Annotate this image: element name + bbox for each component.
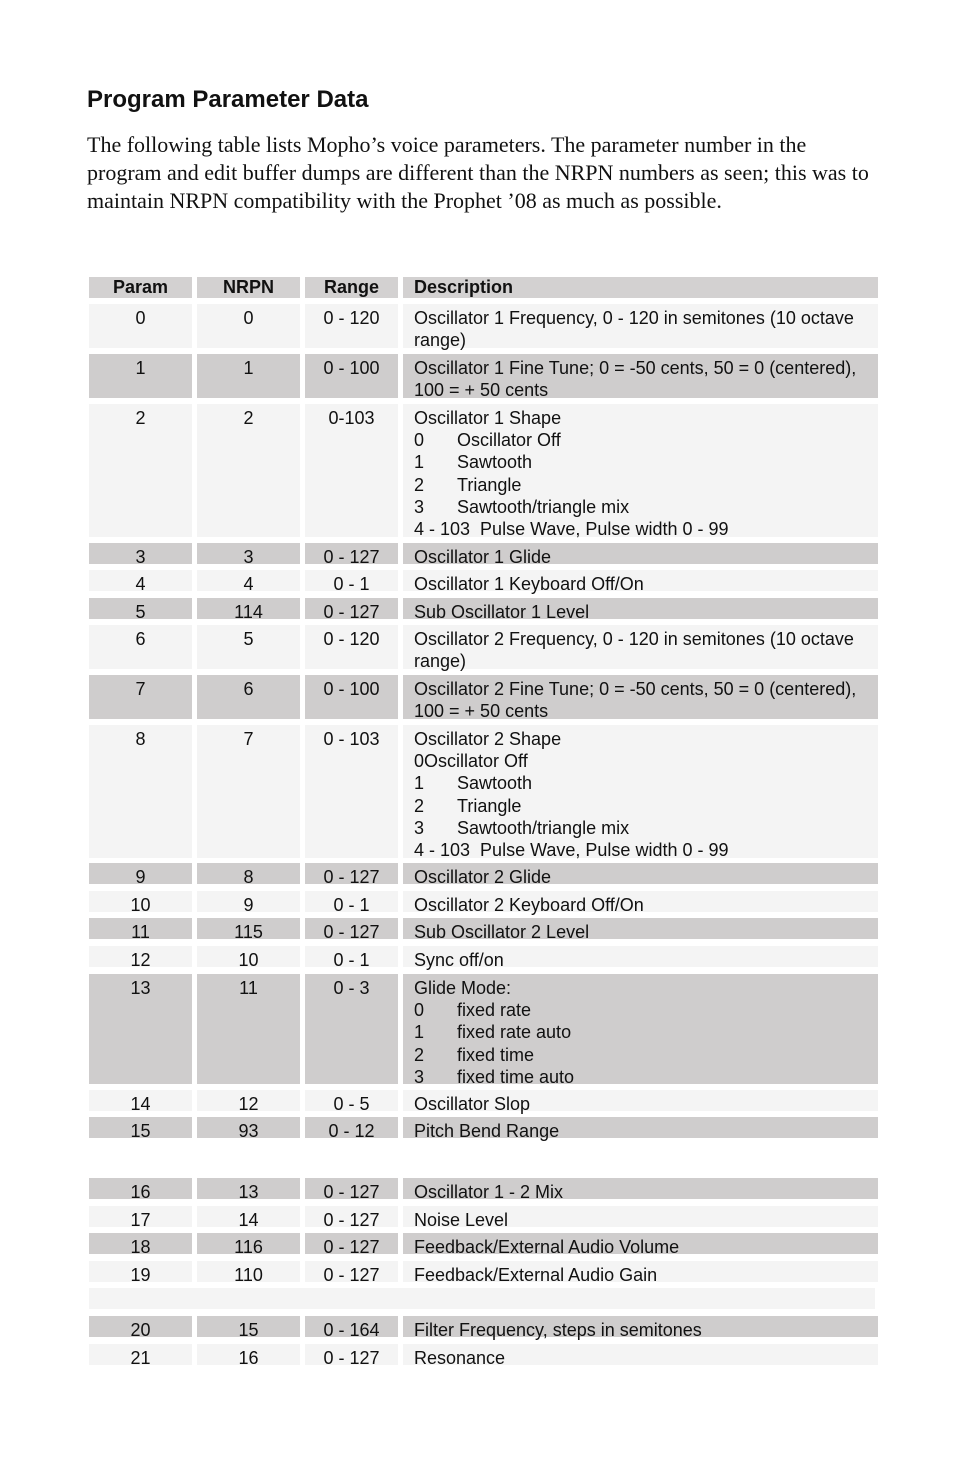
range-cell xyxy=(305,598,398,622)
nrpn-cell xyxy=(197,598,300,622)
description xyxy=(414,921,874,943)
description xyxy=(414,573,874,595)
description-text: Oscillator 1 Glide xyxy=(414,547,552,567)
description-cell xyxy=(403,675,878,722)
range-cell xyxy=(305,918,398,942)
option-code: 1 xyxy=(414,452,425,473)
option-text: Triangle xyxy=(457,474,522,495)
range-cell xyxy=(305,946,398,970)
nrpn-value: 7 xyxy=(243,729,254,749)
description-cell xyxy=(403,1090,878,1114)
header-range-cell xyxy=(305,277,398,298)
option-item xyxy=(414,795,874,817)
range-value: 0 - 120 xyxy=(323,629,380,649)
description-cell xyxy=(403,543,878,567)
param-cell xyxy=(89,1316,192,1340)
header-param: Param xyxy=(112,277,169,297)
param-cell xyxy=(89,304,192,348)
param-cell xyxy=(89,543,192,567)
option-code: 1 xyxy=(414,1022,425,1043)
param-value: 17 xyxy=(130,1210,151,1230)
range-value: 0 - 127 xyxy=(323,867,380,887)
nrpn-cell xyxy=(197,404,300,537)
description xyxy=(414,307,874,351)
option-code: 2 xyxy=(414,795,425,816)
table-row xyxy=(0,354,954,401)
range-value: 0 - 164 xyxy=(323,1320,380,1340)
description xyxy=(414,1120,874,1142)
nrpn-cell xyxy=(197,863,300,887)
nrpn-value: 6 xyxy=(243,679,254,699)
description-cell xyxy=(403,891,878,915)
description-text: Sub Oscillator 1 Level xyxy=(414,602,590,622)
range-cell xyxy=(305,543,398,567)
param-value: 11 xyxy=(131,922,150,942)
option-text: Sawtooth/triangle mix xyxy=(457,496,630,517)
range-value: 0-103 xyxy=(328,408,375,428)
param-value: 7 xyxy=(135,679,146,699)
range-value: 0 - 100 xyxy=(323,358,380,378)
table-row xyxy=(0,404,954,540)
nrpn-cell xyxy=(197,1206,300,1230)
param-cell xyxy=(89,891,192,915)
header-description-cell xyxy=(403,277,878,298)
description-text: Sync off/on xyxy=(414,950,504,970)
header-param-cell xyxy=(89,277,192,298)
param-cell xyxy=(89,1206,192,1230)
range-value: 0 - 127 xyxy=(323,1182,380,1202)
nrpn-cell xyxy=(197,1178,300,1202)
table-row xyxy=(0,625,954,672)
header-nrpn-cell xyxy=(197,277,300,298)
range-cell xyxy=(305,354,398,398)
option-text: Pulse Wave, Pulse width 0 - 99 xyxy=(480,519,729,540)
description xyxy=(414,1319,874,1341)
param-cell xyxy=(89,1261,192,1285)
description xyxy=(414,1181,874,1203)
table-row xyxy=(0,891,954,915)
table-row xyxy=(0,1206,954,1230)
nrpn-cell xyxy=(197,725,300,858)
table-row xyxy=(0,570,954,594)
range-cell xyxy=(305,1233,398,1257)
table-row xyxy=(0,918,954,942)
description-text: Oscillator 1 Fine Tune; 0 = -50 cents, 50 = 0 (centered), 100 = + 50 cents xyxy=(414,358,857,401)
description-text: Pitch Bend Range xyxy=(414,1121,560,1141)
description-cell xyxy=(403,1206,878,1230)
description-cell xyxy=(403,918,878,942)
param-cell xyxy=(89,625,192,669)
nrpn-cell xyxy=(197,1117,300,1141)
option-item xyxy=(414,518,874,540)
option-text: fixed rate auto xyxy=(457,1022,572,1043)
description-text: Glide Mode: xyxy=(414,978,512,998)
range-cell xyxy=(305,725,398,858)
nrpn-cell xyxy=(197,625,300,669)
nrpn-cell xyxy=(197,675,300,719)
description xyxy=(414,1236,874,1258)
table-row xyxy=(0,1233,954,1257)
param-value: 3 xyxy=(135,547,146,567)
description-cell xyxy=(403,570,878,594)
param-value: 12 xyxy=(130,950,151,970)
description-cell xyxy=(403,1261,878,1285)
range-value: 0 - 127 xyxy=(323,1237,380,1257)
param-value: 10 xyxy=(130,895,151,915)
param-value: 5 xyxy=(135,602,146,622)
range-cell xyxy=(305,863,398,887)
option-item xyxy=(414,451,874,473)
param-value: 9 xyxy=(135,867,146,887)
nrpn-value: 115 xyxy=(234,922,263,942)
description xyxy=(414,546,874,568)
description-cell xyxy=(403,304,878,351)
nrpn-cell xyxy=(197,891,300,915)
nrpn-value: 9 xyxy=(243,895,254,915)
range-value: 0 - 12 xyxy=(328,1121,375,1141)
option-text: Oscillator Off xyxy=(457,430,561,451)
param-cell xyxy=(89,1178,192,1202)
option-item xyxy=(414,999,874,1021)
option-item xyxy=(414,496,874,518)
param-value: 13 xyxy=(130,978,151,998)
param-value: 4 xyxy=(135,574,146,594)
table-row xyxy=(0,1117,954,1141)
option-item xyxy=(414,1021,874,1043)
nrpn-cell xyxy=(197,1233,300,1257)
range-cell xyxy=(305,675,398,719)
nrpn-value: 114 xyxy=(234,602,263,622)
description-text: Oscillator 2 Keyboard Off/On xyxy=(414,895,644,915)
nrpn-value: 5 xyxy=(243,629,254,649)
description xyxy=(414,866,874,888)
option-code: 0Oscillator Off xyxy=(414,751,528,772)
table-row xyxy=(0,675,954,722)
range-value: 0 - 127 xyxy=(323,1210,380,1230)
param-cell xyxy=(89,675,192,719)
description-cell xyxy=(403,354,878,401)
param-value: 6 xyxy=(135,629,146,649)
range-value: 0 - 103 xyxy=(323,729,380,749)
range-cell xyxy=(305,1117,398,1141)
option-item xyxy=(414,750,874,772)
description-cell xyxy=(403,863,878,887)
description xyxy=(414,678,874,722)
description-text: Feedback/External Audio Gain xyxy=(414,1265,658,1285)
nrpn-value: 0 xyxy=(243,308,254,328)
range-cell xyxy=(305,891,398,915)
description xyxy=(414,1347,874,1369)
range-cell xyxy=(305,1206,398,1230)
nrpn-value: 11 xyxy=(239,978,258,998)
table-spacer-row xyxy=(89,1288,875,1309)
param-value: 1 xyxy=(135,358,146,378)
option-code: 4 - 103 xyxy=(414,840,471,861)
option-text: fixed rate xyxy=(457,1000,532,1021)
description xyxy=(414,894,874,916)
description-text: Resonance xyxy=(414,1348,506,1368)
range-value: 0 - 1 xyxy=(333,895,370,915)
option-text: Sawtooth xyxy=(457,773,533,794)
param-value: 2 xyxy=(135,408,146,428)
range-cell xyxy=(305,1178,398,1202)
table-row xyxy=(0,725,954,861)
option-item xyxy=(414,474,874,496)
nrpn-value: 3 xyxy=(243,547,254,567)
description xyxy=(414,977,874,1088)
range-cell xyxy=(305,625,398,669)
option-code: 2 xyxy=(414,1044,425,1065)
description-text: Oscillator 2 Shape xyxy=(414,729,562,749)
description-text: Feedback/External Audio Volume xyxy=(414,1237,680,1257)
nrpn-value: 12 xyxy=(238,1094,259,1114)
range-value: 0 - 3 xyxy=(333,978,370,998)
param-cell xyxy=(89,1344,192,1368)
header-range: Range xyxy=(323,277,379,297)
page-title: Program Parameter Data xyxy=(87,86,369,113)
range-value: 0 - 127 xyxy=(323,602,380,622)
range-cell xyxy=(305,570,398,594)
description xyxy=(414,601,874,623)
nrpn-value: 14 xyxy=(238,1210,259,1230)
description-cell xyxy=(403,974,878,1087)
param-cell xyxy=(89,725,192,858)
nrpn-value: 4 xyxy=(243,574,254,594)
table-row xyxy=(0,1316,954,1340)
option-text: Sawtooth xyxy=(457,452,533,473)
nrpn-value: 1 xyxy=(243,358,254,378)
description xyxy=(414,357,874,401)
nrpn-cell xyxy=(197,354,300,398)
description xyxy=(414,1264,874,1286)
param-value: 18 xyxy=(130,1237,151,1257)
param-value: 20 xyxy=(130,1320,151,1340)
option-item xyxy=(414,839,874,861)
option-item xyxy=(414,772,874,794)
option-code: 1 xyxy=(414,773,425,794)
description-text: Oscillator 2 Glide xyxy=(414,867,552,887)
param-value: 15 xyxy=(130,1121,151,1141)
description-text: Oscillator 2 Frequency, 0 - 120 in semitones (10 octave range) xyxy=(414,629,854,672)
range-value: 0 - 127 xyxy=(323,1348,380,1368)
param-cell xyxy=(89,598,192,622)
param-cell xyxy=(89,1117,192,1141)
param-value: 0 xyxy=(135,308,146,328)
description-cell xyxy=(403,1233,878,1257)
description xyxy=(414,1209,874,1231)
description-text: Oscillator Slop xyxy=(414,1094,531,1114)
table-row xyxy=(0,543,954,567)
range-cell xyxy=(305,304,398,348)
nrpn-cell xyxy=(197,304,300,348)
range-value: 0 - 127 xyxy=(323,547,380,567)
range-cell xyxy=(305,1090,398,1114)
range-value: 0 - 1 xyxy=(333,950,370,970)
option-text: Pulse Wave, Pulse width 0 - 99 xyxy=(480,840,729,861)
nrpn-cell xyxy=(197,1344,300,1368)
param-value: 8 xyxy=(135,729,146,749)
option-text: Sawtooth/triangle mix xyxy=(457,817,630,838)
nrpn-value: 10 xyxy=(238,950,259,970)
table-row xyxy=(0,598,954,622)
description-text: Oscillator 1 Frequency, 0 - 120 in semitones (10 octave range) xyxy=(414,308,854,351)
nrpn-cell xyxy=(197,918,300,942)
description-cell xyxy=(403,1344,878,1368)
param-cell xyxy=(89,918,192,942)
description-cell xyxy=(403,625,878,672)
table-row xyxy=(0,1344,954,1368)
option-code: 3 xyxy=(414,496,425,517)
range-value: 0 - 127 xyxy=(323,922,380,942)
table-row xyxy=(0,304,954,351)
range-value: 0 - 1 xyxy=(333,574,370,594)
nrpn-cell xyxy=(197,1261,300,1285)
description-text: Oscillator 1 Keyboard Off/On xyxy=(414,574,644,594)
param-cell xyxy=(89,974,192,1084)
param-cell xyxy=(89,1090,192,1114)
param-value: 19 xyxy=(130,1265,151,1285)
option-item xyxy=(414,817,874,839)
option-item xyxy=(414,1044,874,1066)
option-text: fixed time xyxy=(457,1044,535,1065)
param-cell xyxy=(89,404,192,537)
option-item xyxy=(414,1066,874,1088)
nrpn-value: 93 xyxy=(238,1121,259,1141)
option-code: 0 xyxy=(414,430,425,451)
option-code: 4 - 103 xyxy=(414,519,471,540)
description-text: Oscillator 1 - 2 Mix xyxy=(414,1182,564,1202)
description xyxy=(414,949,874,971)
description-text: Sub Oscillator 2 Level xyxy=(414,922,590,942)
table-row xyxy=(0,974,954,1087)
nrpn-value: 16 xyxy=(238,1348,259,1368)
nrpn-cell xyxy=(197,570,300,594)
description-cell xyxy=(403,1117,878,1141)
param-cell xyxy=(89,354,192,398)
param-value: 21 xyxy=(130,1348,151,1368)
option-code: 0 xyxy=(414,1000,425,1021)
description xyxy=(414,628,874,672)
table-row xyxy=(0,863,954,887)
table-row xyxy=(0,1261,954,1285)
description-cell xyxy=(403,404,878,540)
param-cell xyxy=(89,863,192,887)
range-cell xyxy=(305,1344,398,1368)
param-cell xyxy=(89,1233,192,1257)
param-value: 16 xyxy=(130,1182,151,1202)
description xyxy=(414,407,874,540)
option-item xyxy=(414,429,874,451)
nrpn-value: 2 xyxy=(243,408,254,428)
description-cell xyxy=(403,1316,878,1340)
range-value: 0 - 127 xyxy=(323,1265,380,1285)
nrpn-value: 8 xyxy=(243,867,254,887)
nrpn-value: 110 xyxy=(234,1265,263,1285)
description xyxy=(414,1093,874,1115)
table-header-row xyxy=(0,277,954,298)
range-value: 0 - 5 xyxy=(333,1094,370,1114)
intro-paragraph: The following table lists Mopho’s voice parameters. The parameter number in the program and edit buffer dumps are different than the NRPN numbers as seen; this was to maintain NRPN compatibility with the Prophet ’08 as much as possible. xyxy=(87,132,869,213)
header-nrpn: NRPN xyxy=(222,277,274,297)
description-text: Filter Frequency, steps in semitones xyxy=(414,1320,702,1340)
nrpn-value: 116 xyxy=(234,1237,263,1257)
option-text: fixed time auto xyxy=(457,1066,575,1087)
option-code: 3 xyxy=(414,817,425,838)
table-row xyxy=(0,1178,954,1202)
description-text: Noise Level xyxy=(414,1210,509,1230)
description-text: Oscillator 1 Shape xyxy=(414,408,562,428)
param-value: 14 xyxy=(130,1094,151,1114)
range-cell xyxy=(305,974,398,1084)
description-cell xyxy=(403,725,878,861)
nrpn-value: 15 xyxy=(238,1320,259,1340)
description-cell xyxy=(403,946,878,970)
table-row xyxy=(0,1090,954,1114)
option-code: 2 xyxy=(414,474,425,495)
nrpn-cell xyxy=(197,946,300,970)
param-cell xyxy=(89,570,192,594)
range-cell xyxy=(305,1316,398,1340)
header-description: Description xyxy=(414,277,514,297)
option-code: 3 xyxy=(414,1066,425,1087)
range-value: 0 - 120 xyxy=(323,308,380,328)
table-row xyxy=(0,946,954,970)
description-cell xyxy=(403,598,878,622)
nrpn-cell xyxy=(197,1090,300,1114)
range-value: 0 - 100 xyxy=(323,679,380,699)
param-cell xyxy=(89,946,192,970)
description-text: Oscillator 2 Fine Tune; 0 = -50 cents, 50 = 0 (centered), 100 = + 50 cents xyxy=(414,679,857,722)
nrpn-value: 13 xyxy=(238,1182,259,1202)
range-cell xyxy=(305,1261,398,1285)
description-cell xyxy=(403,1178,878,1202)
nrpn-cell xyxy=(197,974,300,1084)
option-text: Triangle xyxy=(457,795,522,816)
nrpn-cell xyxy=(197,1316,300,1340)
description xyxy=(414,728,874,861)
range-cell xyxy=(305,404,398,537)
nrpn-cell xyxy=(197,543,300,567)
